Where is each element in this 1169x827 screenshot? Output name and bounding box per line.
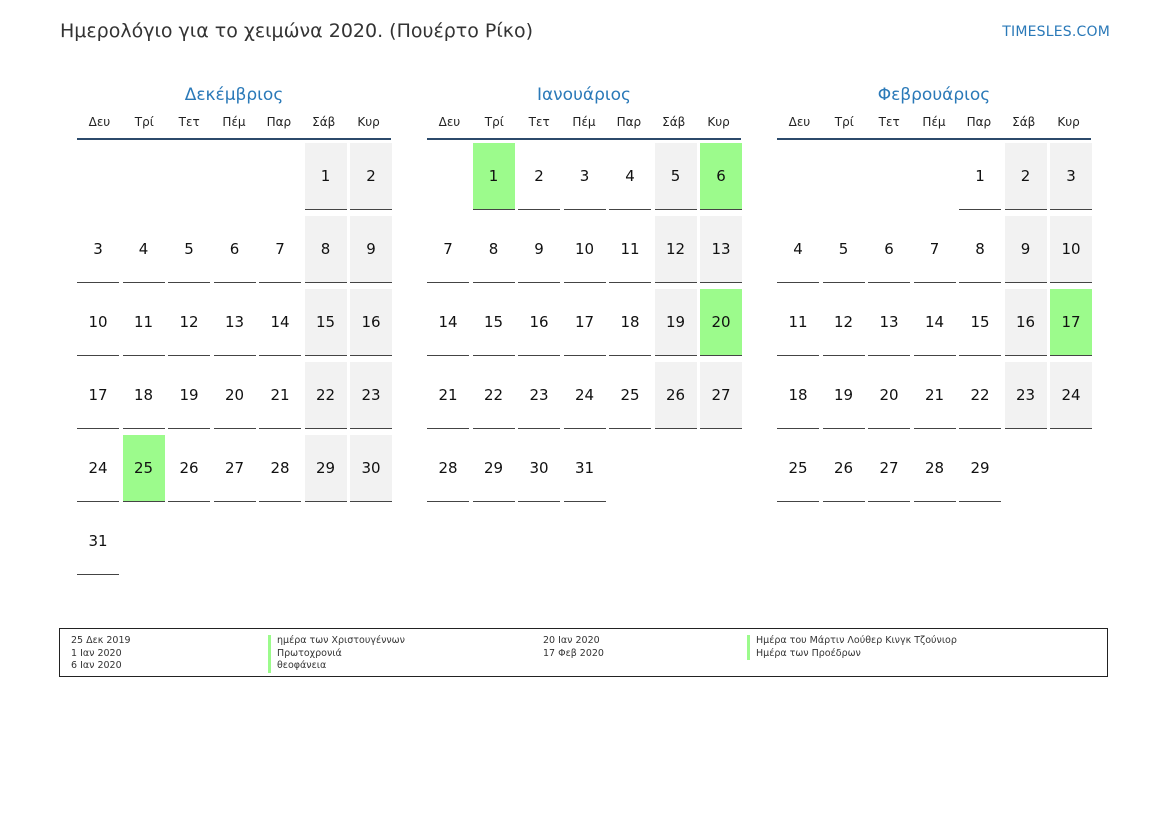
day-cell: 4 — [609, 143, 651, 210]
day-cell: 31 — [564, 435, 606, 502]
day-cell: 16 — [350, 289, 392, 356]
legend-name: θεοφάνεια — [268, 660, 405, 673]
day-cell: 5 — [823, 216, 865, 283]
legend-name: Ημέρα του Μάρτιν Λούθερ Κινγκ Τζούνιορ — [747, 635, 957, 648]
day-cell: 22 — [473, 362, 515, 429]
month-february — [777, 83, 1093, 477]
day-cell: 8 — [473, 216, 515, 283]
day-cell: 26 — [655, 362, 697, 429]
day-cell: 13 — [214, 289, 256, 356]
legend-date: 1 Ιαν 2020 — [71, 647, 122, 659]
day-cell: 4 — [123, 216, 165, 283]
day-cell: 23 — [1005, 362, 1047, 429]
day-cell: 18 — [609, 289, 651, 356]
day-cell: 13 — [700, 216, 742, 283]
day-cell: 20 — [700, 289, 742, 356]
day-cell: 4 — [777, 216, 819, 283]
day-cell: 1 — [959, 143, 1001, 210]
day-cell: 17 — [1050, 289, 1092, 356]
day-cell: 24 — [1050, 362, 1092, 429]
day-cell: 9 — [350, 216, 392, 283]
legend-name: Πρωτοχρονιά — [268, 648, 405, 661]
day-cell: 22 — [959, 362, 1001, 429]
site-link[interactable]: TIMESLES.COM — [1002, 24, 1110, 40]
day-cell: 3 — [1050, 143, 1092, 210]
day-cell: 27 — [700, 362, 742, 429]
weekday-label: Παρ — [616, 115, 642, 129]
day-cell: 22 — [305, 362, 347, 429]
day-cell: 31 — [77, 508, 119, 575]
legend-date: 6 Ιαν 2020 — [71, 660, 122, 671]
day-cell: 29 — [959, 435, 1001, 502]
day-cell: 12 — [168, 289, 210, 356]
day-cell: 1 — [305, 143, 347, 210]
day-cell: 12 — [655, 216, 697, 283]
day-cell: 2 — [1005, 143, 1047, 210]
day-cell: 11 — [609, 216, 651, 283]
day-cell: 8 — [959, 216, 1001, 283]
day-cell: 27 — [214, 435, 256, 502]
day-cell: 24 — [77, 435, 119, 502]
day-cell: 20 — [214, 362, 256, 429]
day-cell: 5 — [655, 143, 697, 210]
day-cell: 3 — [77, 216, 119, 283]
day-cell: 21 — [259, 362, 301, 429]
legend-names-right — [747, 635, 957, 660]
day-cell: 28 — [259, 435, 301, 502]
legend-date: 20 Ιαν 2020 — [543, 635, 600, 646]
day-cell: 16 — [518, 289, 560, 356]
day-cell: 14 — [259, 289, 301, 356]
day-cell: 7 — [914, 216, 956, 283]
weekday-label: Παρ — [966, 115, 992, 129]
day-cell: 12 — [823, 289, 865, 356]
legend-dates-left — [71, 635, 131, 673]
day-cell: 27 — [868, 435, 910, 502]
day-cell: 20 — [868, 362, 910, 429]
day-cell: 24 — [564, 362, 606, 429]
day-cell: 1 — [473, 143, 515, 210]
weekday-header — [77, 113, 391, 140]
day-cell: 2 — [518, 143, 560, 210]
month-december — [77, 83, 393, 550]
day-cell: 9 — [1005, 216, 1047, 283]
weekday-label: Σάβ — [1012, 115, 1036, 129]
weekday-header — [427, 113, 741, 140]
day-cell: 28 — [427, 435, 469, 502]
day-cell: 21 — [427, 362, 469, 429]
weekday-label: Τετ — [178, 115, 200, 129]
day-cell: 10 — [77, 289, 119, 356]
legend-date: 17 Φεβ 2020 — [543, 647, 604, 659]
day-cell: 26 — [168, 435, 210, 502]
month-january — [427, 83, 743, 477]
legend-names-left — [268, 635, 405, 673]
day-cell: 11 — [123, 289, 165, 356]
month-title: Φεβρουάριος — [877, 85, 991, 105]
day-cell: 18 — [777, 362, 819, 429]
day-cell: 26 — [823, 435, 865, 502]
weekday-label: Τετ — [878, 115, 900, 129]
day-cell: 15 — [473, 289, 515, 356]
day-cell: 21 — [914, 362, 956, 429]
weekday-label: Πέμ — [922, 115, 946, 129]
weekday-label: Σάβ — [662, 115, 686, 129]
page-title: Ημερολόγιο για το χειμώνα 2020. (Πουέρτο Ρίκο) — [60, 20, 534, 42]
day-cell: 23 — [350, 362, 392, 429]
day-cell: 10 — [564, 216, 606, 283]
holiday-legend — [59, 628, 1108, 677]
day-cell: 30 — [350, 435, 392, 502]
day-cell: 7 — [427, 216, 469, 283]
day-cell: 7 — [259, 216, 301, 283]
weekday-label: Κυρ — [707, 115, 730, 129]
day-cell: 17 — [77, 362, 119, 429]
day-cell: 29 — [305, 435, 347, 502]
weekday-label: Τρί — [834, 115, 854, 129]
day-cell: 3 — [564, 143, 606, 210]
day-cell: 6 — [868, 216, 910, 283]
month-title: Ιανουάριος — [536, 85, 632, 105]
weekday-label: Τρί — [134, 115, 154, 129]
legend-name: Ημέρα των Προέδρων — [747, 648, 957, 661]
month-title: Δεκέμβριος — [184, 85, 284, 105]
weekday-label: Κυρ — [1057, 115, 1080, 129]
legend-dates-right — [543, 635, 604, 660]
weekday-label: Πέμ — [572, 115, 596, 129]
day-cell: 18 — [123, 362, 165, 429]
day-cell: 16 — [1005, 289, 1047, 356]
day-cell: 8 — [305, 216, 347, 283]
day-cell: 15 — [305, 289, 347, 356]
day-cell: 30 — [518, 435, 560, 502]
weekday-label: Παρ — [266, 115, 292, 129]
day-cell: 28 — [914, 435, 956, 502]
day-cell: 6 — [214, 216, 256, 283]
weekday-label: Σάβ — [312, 115, 336, 129]
day-cell: 19 — [823, 362, 865, 429]
day-cell: 9 — [518, 216, 560, 283]
day-cell: 15 — [959, 289, 1001, 356]
weekday-label: Πέμ — [222, 115, 246, 129]
day-cell: 25 — [123, 435, 165, 502]
day-cell: 10 — [1050, 216, 1092, 283]
weekday-label: Κυρ — [357, 115, 380, 129]
day-cell: 17 — [564, 289, 606, 356]
day-cell: 25 — [777, 435, 819, 502]
legend-name: ημέρα των Χριστουγέννων — [268, 635, 405, 648]
day-cell: 13 — [868, 289, 910, 356]
day-cell: 5 — [168, 216, 210, 283]
day-cell: 2 — [350, 143, 392, 210]
weekday-header — [777, 113, 1091, 140]
day-cell: 29 — [473, 435, 515, 502]
day-cell: 25 — [609, 362, 651, 429]
weekday-label: Δευ — [438, 115, 461, 129]
legend-date: 25 Δεκ 2019 — [71, 635, 131, 646]
weekday-label: Δευ — [788, 115, 811, 129]
day-cell: 11 — [777, 289, 819, 356]
weekday-label: Τρί — [484, 115, 504, 129]
day-cell: 19 — [655, 289, 697, 356]
day-cell: 14 — [914, 289, 956, 356]
weekday-label: Τετ — [528, 115, 550, 129]
day-cell: 19 — [168, 362, 210, 429]
day-cell: 14 — [427, 289, 469, 356]
day-cell: 6 — [700, 143, 742, 210]
day-cell: 23 — [518, 362, 560, 429]
weekday-label: Δευ — [88, 115, 111, 129]
